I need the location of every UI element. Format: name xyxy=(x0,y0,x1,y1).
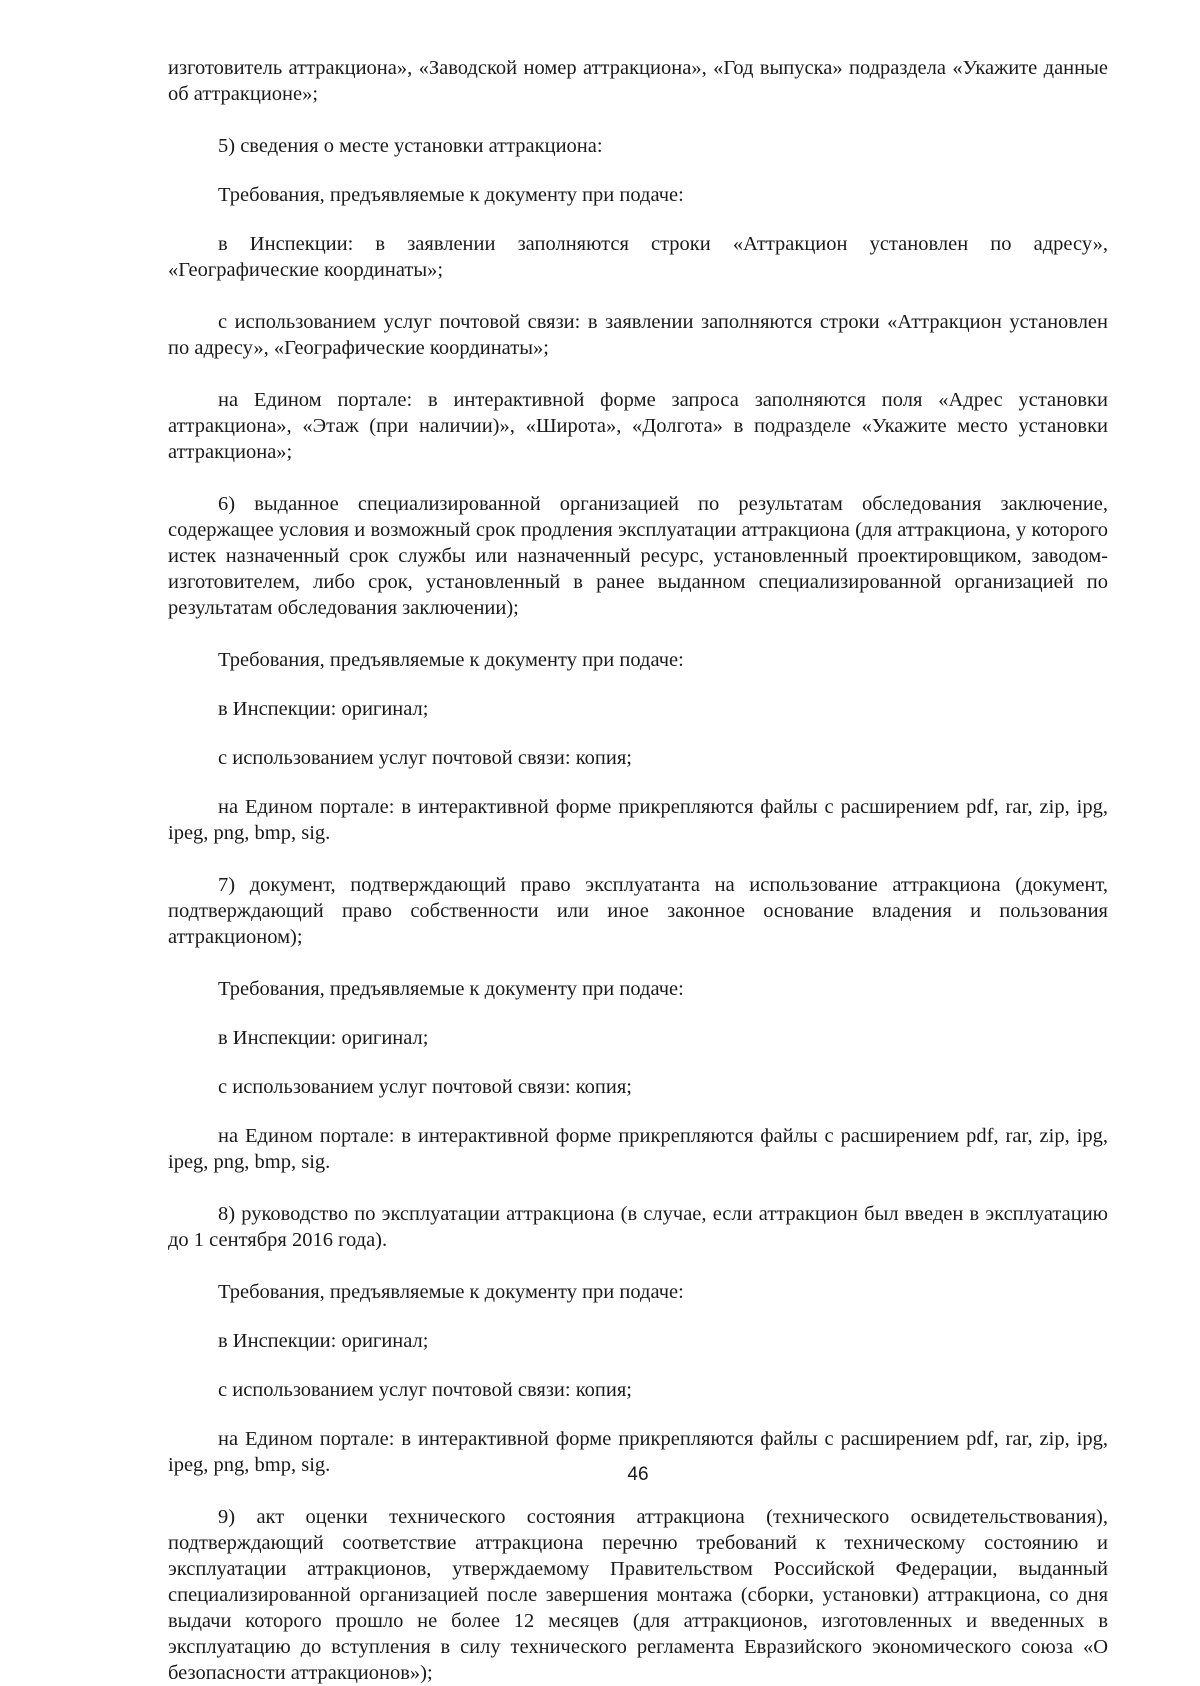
postal-requirement: с использованием услуг почтовой связи: копия; xyxy=(218,1076,632,1098)
inspection-requirement: в Инспекции: в заявлении заполняются строки «Аттракцион установлен по адресу», «Географические координаты»; xyxy=(168,233,1108,281)
item-6-paragraph: 6) выданное специализированной организацией по результатам обследования заключение, содержащее условия и возможный срок продления эксплуатации аттракциона (для аттракциона, у которого истек назначенный срок службы или назначенный ресурс, установленный проектировщиком, заводом-изготовителем, либо срок, установленный в ранее выданном специализированной организацией по результатам обследования заключении); xyxy=(168,493,1108,619)
page-number: 46 xyxy=(627,1464,649,1485)
portal-requirement: на Едином портале: в интерактивной форме запроса заполняются поля «Адрес установки аттракциона», «Этаж (при наличии)», «Широта», «Долгота» в подразделе «Укажите место установки аттракциона»; xyxy=(168,389,1108,463)
portal-requirement: на Едином портале: в интерактивной форме прикрепляются файлы с расширением pdf, rar, zip, ipg, ipeg, png, bmp, sig. xyxy=(168,1125,1108,1173)
requirements-heading: Требования, предъявляемые к документу при подаче: xyxy=(218,978,684,1000)
item-7-paragraph: 7) документ, подтверждающий право эксплуатанта на использование аттракциона (документ, подтверждающий право собственности или иное законное основание владения и пользования аттракционом); xyxy=(168,874,1108,948)
portal-requirement: на Едином портале: в интерактивной форме прикрепляются файлы с расширением pdf, rar, zip, ipg, ipeg, png, bmp, sig. xyxy=(168,796,1108,844)
portal-requirement: на Едином портале: в интерактивной форме прикрепляются файлы с расширением pdf, rar, zip, ipg, ipeg, png, bmp, sig. xyxy=(168,1428,1108,1476)
requirements-heading: Требования, предъявляемые к документу при подаче: xyxy=(218,184,684,206)
postal-requirement: с использованием услуг почтовой связи: в заявлении заполняются строки «Аттракцион установлен по адресу», «Географические координаты»; xyxy=(168,311,1108,359)
inspection-requirement: в Инспекции: оригинал; xyxy=(218,698,429,720)
paragraph-continuation: изготовитель аттракциона», «Заводской номер аттракциона», «Год выпуска» подраздела «Укажите данные об аттракционе»; xyxy=(168,57,1108,105)
postal-requirement: с использованием услуг почтовой связи: копия; xyxy=(218,747,632,769)
inspection-requirement: в Инспекции: оригинал; xyxy=(218,1330,429,1352)
requirements-heading: Требования, предъявляемые к документу при подаче: xyxy=(218,649,684,671)
item-8-paragraph: 8) руководство по эксплуатации аттракциона (в случае, если аттракцион был введен в эксплуатацию до 1 сентября 2016 года). xyxy=(168,1203,1108,1251)
requirements-heading: Требования, предъявляемые к документу при подаче: xyxy=(218,1281,684,1303)
postal-requirement: с использованием услуг почтовой связи: копия; xyxy=(218,1379,632,1401)
inspection-requirement: в Инспекции: оригинал; xyxy=(218,1027,429,1049)
item-5-heading: 5) сведения о месте установки аттракциона: xyxy=(218,135,603,157)
item-9-paragraph: 9) акт оценки технического состояния аттракциона (технического освидетельствования), подтверждающий соответствие аттракциона перечню требований к техническому состоянию и эксплуатации аттракционов, утверждаемому Правительством Российской Федерации, выданный специализированной организацией после завершения монтажа (сборки, установки) аттракциона, со дня выдачи которого прошло не более 12 месяцев (для аттракционов, изготовленных и введенных в эксплуатацию до вступления в силу технического регламента Евразийского экономического союза «О безопасности аттракционов»); xyxy=(168,1506,1108,1684)
